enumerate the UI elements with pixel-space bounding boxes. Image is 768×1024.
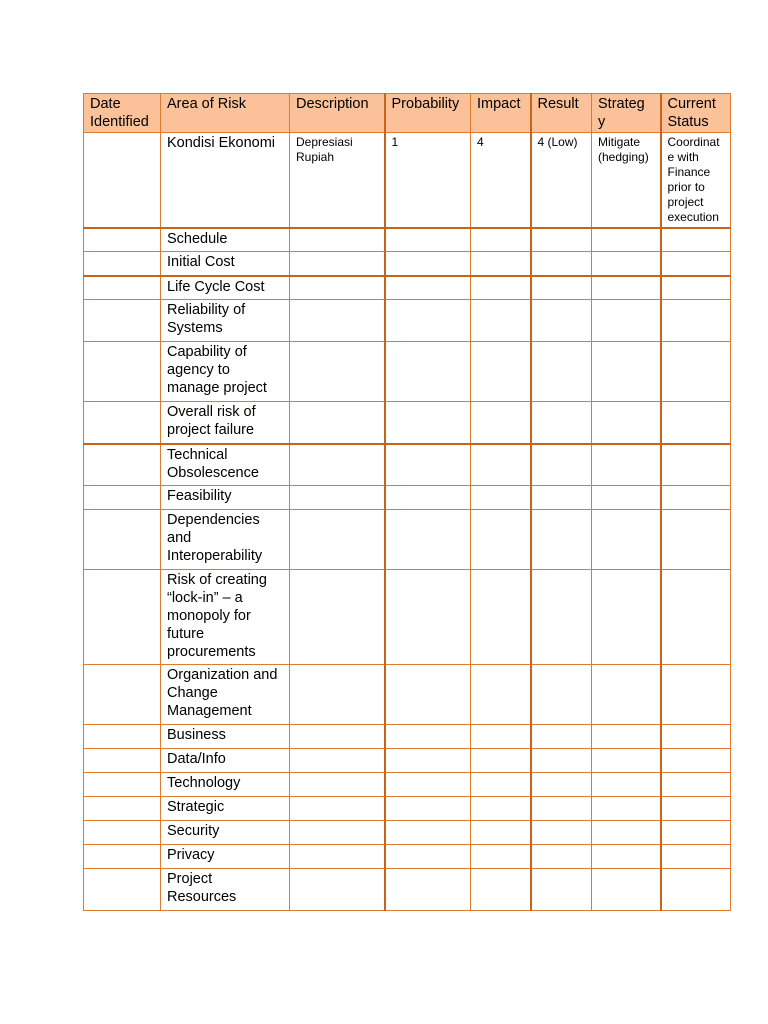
cell-empty	[471, 342, 531, 402]
cell-empty	[385, 276, 471, 300]
cell-empty	[592, 665, 661, 725]
cell-empty	[592, 342, 661, 402]
cell-area: Reliability of Systems	[161, 300, 290, 342]
cell-empty	[471, 570, 531, 665]
table-row	[84, 797, 731, 821]
cell-date	[84, 133, 161, 228]
cell-empty	[592, 444, 661, 486]
cell-empty	[531, 252, 592, 276]
cell-empty	[661, 570, 731, 665]
cell-empty	[385, 797, 471, 821]
cell-empty	[84, 300, 161, 342]
cell-empty	[471, 510, 531, 570]
header-result: Result	[531, 94, 592, 133]
cell-empty	[84, 797, 161, 821]
cell-empty	[592, 773, 661, 797]
cell-empty	[661, 444, 731, 486]
cell-empty	[531, 869, 592, 911]
cell-empty	[592, 570, 661, 665]
cell-empty	[592, 725, 661, 749]
cell-area: Life Cycle Cost	[161, 276, 290, 300]
table-row	[84, 665, 731, 725]
cell-area: Overall risk of project failure	[161, 402, 290, 444]
cell-empty	[385, 570, 471, 665]
cell-empty	[592, 869, 661, 911]
cell-empty	[592, 402, 661, 444]
cell-area: Organization and Change Management	[161, 665, 290, 725]
table-row	[84, 773, 731, 797]
cell-area: Privacy	[161, 845, 290, 869]
cell-empty	[471, 821, 531, 845]
table-row	[84, 133, 731, 228]
cell-empty	[661, 821, 731, 845]
cell-empty	[531, 228, 592, 252]
cell-empty	[385, 402, 471, 444]
cell-empty	[531, 570, 592, 665]
cell-empty	[531, 821, 592, 845]
cell-empty	[290, 797, 385, 821]
cell-empty	[84, 570, 161, 665]
cell-empty	[385, 252, 471, 276]
table-row	[84, 228, 731, 252]
header-description: Description	[290, 94, 385, 133]
cell-area: Strategic	[161, 797, 290, 821]
table-row	[84, 570, 731, 665]
cell-empty	[531, 402, 592, 444]
cell-empty	[471, 486, 531, 510]
cell-empty	[592, 749, 661, 773]
cell-empty	[84, 773, 161, 797]
header-strategy: Strateg y	[592, 94, 661, 133]
header-current-status: Current Status	[661, 94, 731, 133]
table-row	[84, 486, 731, 510]
cell-empty	[84, 665, 161, 725]
cell-area: Feasibility	[161, 486, 290, 510]
table-row	[84, 749, 731, 773]
cell-empty	[471, 869, 531, 911]
cell-empty	[661, 749, 731, 773]
cell-empty	[290, 276, 385, 300]
cell-empty	[385, 342, 471, 402]
table-row	[84, 300, 731, 342]
table-body	[84, 133, 731, 911]
table-row	[84, 342, 731, 402]
cell-empty	[592, 300, 661, 342]
table-row	[84, 845, 731, 869]
cell-empty	[531, 510, 592, 570]
cell-empty	[84, 444, 161, 486]
cell-empty	[290, 845, 385, 869]
table-row	[84, 869, 731, 911]
cell-area: Dependencies and Interoperability	[161, 510, 290, 570]
cell-area: Kondisi Ekonomi	[161, 133, 290, 228]
cell-status: Coordinat e with Finance prior to project execution	[661, 133, 731, 228]
cell-probability: 1	[385, 133, 471, 228]
cell-empty	[290, 300, 385, 342]
cell-empty	[84, 486, 161, 510]
cell-empty	[84, 725, 161, 749]
cell-empty	[290, 444, 385, 486]
cell-empty	[471, 300, 531, 342]
cell-empty	[471, 252, 531, 276]
cell-empty	[661, 402, 731, 444]
table-row	[84, 444, 731, 486]
cell-empty	[471, 845, 531, 869]
cell-empty	[290, 402, 385, 444]
cell-empty	[471, 665, 531, 725]
cell-empty	[531, 665, 592, 725]
risk-register-table	[83, 93, 731, 911]
table-row	[84, 725, 731, 749]
cell-empty	[661, 869, 731, 911]
cell-impact: 4	[471, 133, 531, 228]
cell-empty	[661, 773, 731, 797]
cell-empty	[290, 749, 385, 773]
cell-empty	[385, 300, 471, 342]
cell-empty	[592, 510, 661, 570]
table-row	[84, 252, 731, 276]
cell-empty	[290, 570, 385, 665]
cell-empty	[531, 342, 592, 402]
cell-empty	[84, 402, 161, 444]
cell-empty	[471, 749, 531, 773]
cell-empty	[84, 845, 161, 869]
cell-empty	[84, 869, 161, 911]
cell-empty	[592, 276, 661, 300]
cell-empty	[290, 869, 385, 911]
cell-empty	[471, 725, 531, 749]
header-area-of-risk: Area of Risk	[161, 94, 290, 133]
cell-empty	[661, 845, 731, 869]
cell-empty	[661, 665, 731, 725]
cell-empty	[290, 665, 385, 725]
cell-empty	[385, 444, 471, 486]
cell-area: Business	[161, 725, 290, 749]
cell-empty	[290, 510, 385, 570]
cell-empty	[661, 252, 731, 276]
cell-empty	[471, 228, 531, 252]
cell-empty	[531, 444, 592, 486]
header-date-identified: Date Identified	[84, 94, 161, 133]
cell-empty	[385, 749, 471, 773]
cell-result: 4 (Low)	[531, 133, 592, 228]
cell-empty	[661, 725, 731, 749]
cell-empty	[385, 821, 471, 845]
header-impact: Impact	[471, 94, 531, 133]
cell-empty	[84, 276, 161, 300]
cell-empty	[385, 725, 471, 749]
table-row	[84, 276, 731, 300]
cell-empty	[290, 486, 385, 510]
table-row	[84, 821, 731, 845]
cell-empty	[471, 276, 531, 300]
cell-empty	[290, 228, 385, 252]
cell-area: Technology	[161, 773, 290, 797]
cell-empty	[84, 342, 161, 402]
cell-empty	[661, 797, 731, 821]
cell-empty	[385, 845, 471, 869]
cell-area: Schedule	[161, 228, 290, 252]
cell-area: Risk of creating “lock-in” – a monopoly for future procurements	[161, 570, 290, 665]
cell-empty	[661, 300, 731, 342]
cell-empty	[592, 845, 661, 869]
cell-empty	[290, 725, 385, 749]
cell-empty	[661, 510, 731, 570]
cell-area: Capability of agency to manage project	[161, 342, 290, 402]
cell-empty	[531, 276, 592, 300]
cell-empty	[84, 252, 161, 276]
cell-empty	[471, 402, 531, 444]
cell-empty	[592, 252, 661, 276]
cell-empty	[531, 845, 592, 869]
cell-empty	[84, 821, 161, 845]
cell-empty	[84, 228, 161, 252]
table-row	[84, 402, 731, 444]
table-row	[84, 510, 731, 570]
cell-empty	[385, 773, 471, 797]
cell-empty	[290, 342, 385, 402]
cell-area: Technical Obsolescence	[161, 444, 290, 486]
cell-empty	[290, 252, 385, 276]
header-probability: Probability	[385, 94, 471, 133]
cell-empty	[661, 276, 731, 300]
cell-empty	[531, 797, 592, 821]
cell-empty	[290, 821, 385, 845]
cell-empty	[661, 228, 731, 252]
cell-empty	[385, 665, 471, 725]
cell-area: Data/Info	[161, 749, 290, 773]
cell-empty	[471, 444, 531, 486]
cell-empty	[471, 797, 531, 821]
cell-description: Depresiasi Rupiah	[290, 133, 385, 228]
cell-empty	[592, 486, 661, 510]
cell-empty	[531, 749, 592, 773]
cell-strategy: Mitigate (hedging)	[592, 133, 661, 228]
cell-empty	[385, 510, 471, 570]
cell-empty	[385, 486, 471, 510]
cell-empty	[531, 486, 592, 510]
table-header-row	[84, 94, 731, 133]
cell-empty	[531, 725, 592, 749]
cell-empty	[84, 749, 161, 773]
cell-empty	[592, 797, 661, 821]
cell-area: Project Resources	[161, 869, 290, 911]
cell-empty	[661, 342, 731, 402]
cell-empty	[385, 869, 471, 911]
cell-empty	[531, 773, 592, 797]
cell-empty	[471, 773, 531, 797]
cell-area: Initial Cost	[161, 252, 290, 276]
cell-empty	[385, 228, 471, 252]
cell-empty	[592, 821, 661, 845]
cell-empty	[661, 486, 731, 510]
cell-empty	[84, 510, 161, 570]
cell-empty	[290, 773, 385, 797]
cell-empty	[592, 228, 661, 252]
cell-area: Security	[161, 821, 290, 845]
cell-empty	[531, 300, 592, 342]
